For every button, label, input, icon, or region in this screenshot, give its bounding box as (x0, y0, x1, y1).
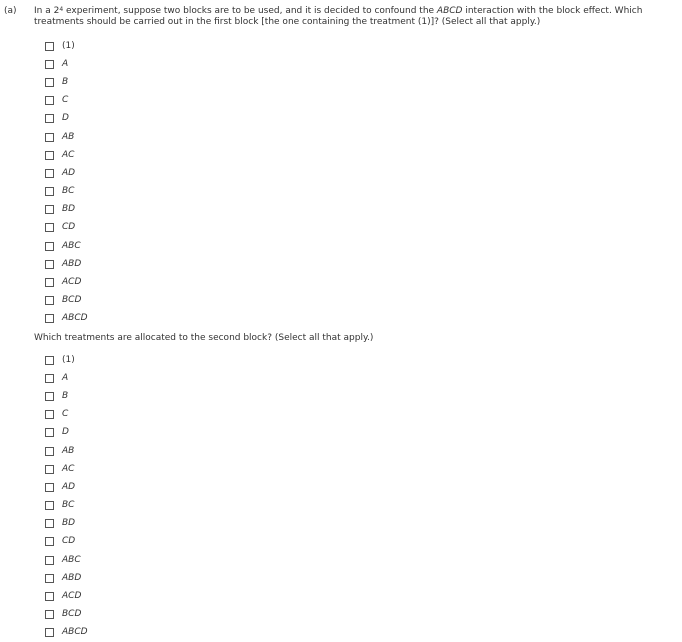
first-block-option-a[interactable] (45, 55, 88, 73)
checkbox[interactable] (45, 410, 54, 419)
first-block-option-acd[interactable] (45, 273, 88, 291)
question-second-block: Which treatments are allocated to the second block? (Select all that apply.) (34, 333, 374, 343)
option-label: AB (62, 445, 75, 456)
checkbox[interactable] (45, 187, 54, 196)
checkbox[interactable] (45, 151, 54, 160)
question-text-a: In a 2 (34, 6, 60, 16)
first-block-option-abc[interactable] (45, 237, 88, 255)
second-block-option-bc[interactable] (45, 497, 88, 515)
second-block-option-abcd[interactable] (45, 624, 88, 642)
option-label: C (62, 95, 69, 106)
question-interaction-name: ABCD (436, 6, 463, 16)
option-label: AB (62, 131, 75, 142)
checkbox[interactable] (45, 628, 54, 637)
first-block-option-abd[interactable] (45, 255, 88, 273)
checkbox[interactable] (45, 223, 54, 232)
checkbox[interactable] (45, 447, 54, 456)
question-text-c: interaction with the block effect. Which treatments should be carried out in the first block [the one containing the treatment (1)]? (Select all that apply.) (34, 6, 643, 27)
first-block-option-d[interactable] (45, 110, 88, 128)
checkbox[interactable] (45, 610, 54, 619)
second-block-option-ab[interactable] (45, 442, 88, 460)
first-block-option-ac[interactable] (45, 146, 88, 164)
first-block-option-ad[interactable] (45, 164, 88, 182)
second-block-option-c[interactable] (45, 406, 88, 424)
checkbox[interactable] (45, 374, 54, 383)
checkbox[interactable] (45, 169, 54, 178)
checkbox[interactable] (45, 574, 54, 583)
option-label: CD (62, 222, 76, 233)
option-label: B (62, 76, 69, 87)
first-block-option-ab[interactable] (45, 128, 88, 146)
option-label: ABC (62, 240, 81, 251)
checkbox[interactable] (45, 501, 54, 510)
option-label: ACD (62, 277, 82, 288)
option-label: BC (62, 186, 75, 197)
checkbox[interactable] (45, 296, 54, 305)
option-label: (1) (62, 40, 75, 51)
question-first-block (34, 6, 678, 28)
first-block-option-b[interactable] (45, 73, 88, 91)
checkbox[interactable] (45, 114, 54, 123)
part-label: (a) (4, 6, 17, 16)
option-label: A (62, 58, 69, 69)
checkbox[interactable] (45, 242, 54, 251)
option-label: ABD (62, 572, 82, 583)
second-block-option-abd[interactable] (45, 569, 88, 587)
second-block-option-bcd[interactable] (45, 606, 88, 624)
option-label: C (62, 409, 69, 420)
checkbox[interactable] (45, 278, 54, 287)
option-label: BCD (62, 295, 82, 306)
checkbox[interactable] (45, 519, 54, 528)
first-block-option-c[interactable] (45, 92, 88, 110)
option-label: BCD (62, 609, 82, 620)
second-block-option-acd[interactable] (45, 587, 88, 605)
checkbox[interactable] (45, 537, 54, 546)
first-block-option-cd[interactable] (45, 219, 88, 237)
second-block-option-d[interactable] (45, 424, 88, 442)
checkbox[interactable] (45, 465, 54, 474)
checkbox[interactable] (45, 205, 54, 214)
first-block-option-bcd[interactable] (45, 292, 88, 310)
option-label: ABCD (62, 313, 88, 324)
checkbox[interactable] (45, 556, 54, 565)
option-label: ABCD (62, 627, 88, 638)
checkbox[interactable] (45, 356, 54, 365)
option-label: BC (62, 500, 75, 511)
option-label: B (62, 390, 69, 401)
first-block-option-bd[interactable] (45, 201, 88, 219)
first-block-option-bc[interactable] (45, 183, 88, 201)
checkbox[interactable] (45, 592, 54, 601)
checkbox[interactable] (45, 260, 54, 269)
option-label: AD (62, 167, 76, 178)
second-block-option-cd[interactable] (45, 533, 88, 551)
option-label: BD (62, 518, 76, 529)
option-label: ABC (62, 554, 81, 565)
option-label: D (62, 427, 69, 438)
checkbox[interactable] (45, 133, 54, 142)
question-exponent: 4 (59, 6, 64, 13)
option-label: AC (62, 463, 75, 474)
checkbox[interactable] (45, 78, 54, 87)
option-label: BD (62, 204, 76, 215)
first-block-option-1[interactable] (45, 37, 88, 55)
option-label: ABD (62, 258, 82, 269)
second-block-options (45, 351, 88, 642)
checkbox[interactable] (45, 96, 54, 105)
second-block-option-1[interactable] (45, 351, 88, 369)
second-block-option-a[interactable] (45, 369, 88, 387)
second-block-option-bd[interactable] (45, 515, 88, 533)
checkbox[interactable] (45, 428, 54, 437)
checkbox[interactable] (45, 314, 54, 323)
option-label: AC (62, 149, 75, 160)
second-block-option-b[interactable] (45, 387, 88, 405)
option-label: (1) (62, 354, 75, 365)
second-block-option-ad[interactable] (45, 478, 88, 496)
option-label: ACD (62, 591, 82, 602)
checkbox[interactable] (45, 42, 54, 51)
second-block-option-ac[interactable] (45, 460, 88, 478)
option-label: CD (62, 536, 76, 547)
option-label: A (62, 372, 69, 383)
checkbox[interactable] (45, 483, 54, 492)
second-block-option-abc[interactable] (45, 551, 88, 569)
question-text-b: experiment, suppose two blocks are to be used, and it is decided to confound the (63, 6, 437, 16)
checkbox[interactable] (45, 60, 54, 69)
first-block-option-abcd[interactable] (45, 310, 88, 328)
option-label: AD (62, 481, 76, 492)
option-label: D (62, 113, 69, 124)
first-block-options (45, 37, 88, 328)
checkbox[interactable] (45, 392, 54, 401)
